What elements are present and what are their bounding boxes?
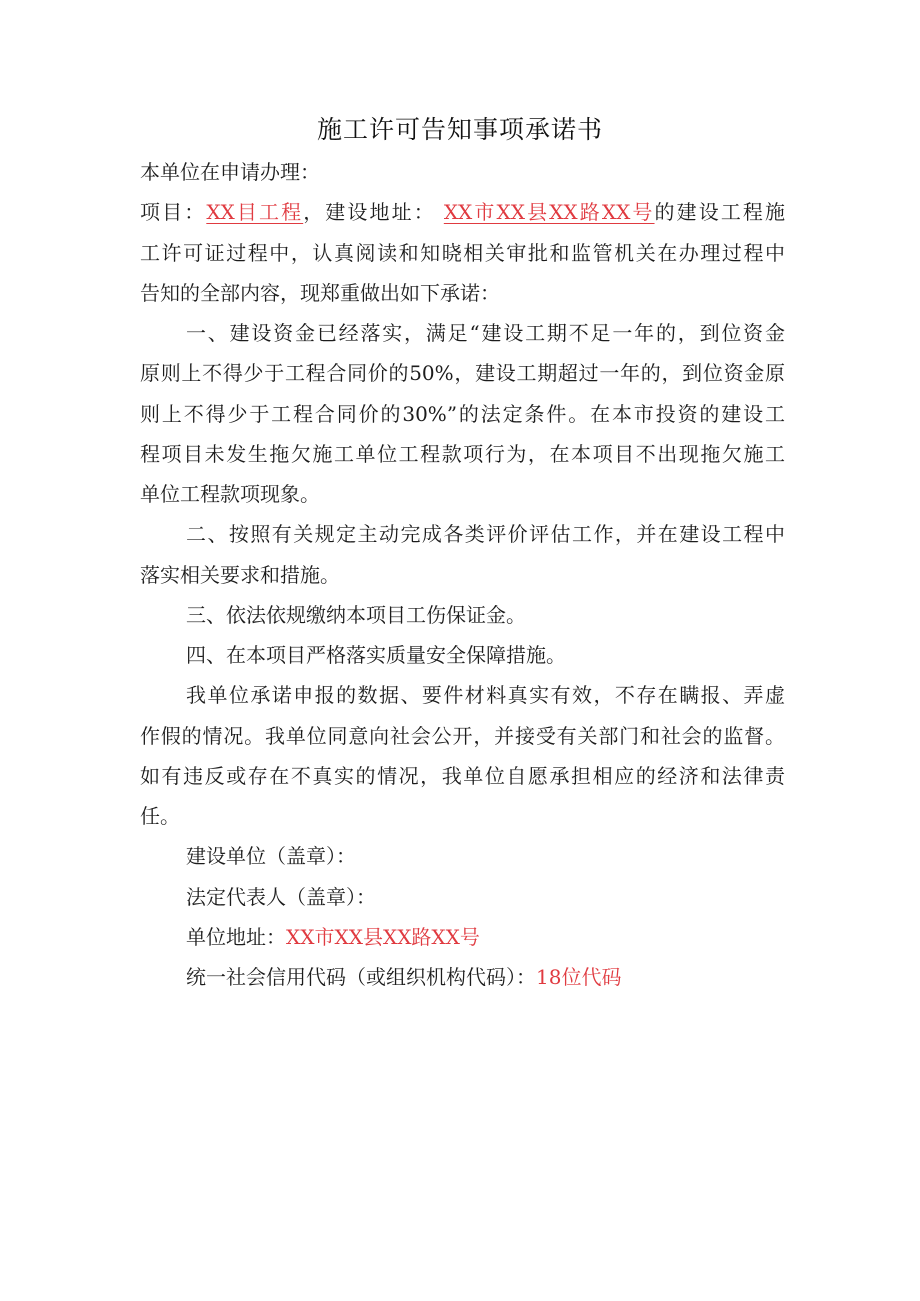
signature-label: 法定代表人（盖章）： [186, 884, 376, 909]
address-placeholder: XX市XX县XX路XX号 [443, 200, 655, 225]
address-label: ，建设地址： [303, 200, 436, 225]
commitment-1-line: 一、建设资金已经落实，满足“建设工期不足一年的，到位资金 [186, 321, 785, 345]
project-label: 项目： [140, 200, 207, 225]
unit-address-placeholder: XX市XX县XX路XX号 [286, 924, 480, 949]
project-line-suffix: 的建设工程施 [654, 200, 785, 225]
commitment-2-line: 二、按照有关规定主动完成各类评价评估工作，并在建设工程中 [186, 522, 785, 547]
intro-text-line: 工许可证过程中，认真阅读和知晓相关审批和监管机关在办理过程中 [140, 240, 785, 265]
commitment-1-line: 则上不得少于工程合同价的30%”的法定条件。在本市投资的建设工 [140, 401, 785, 426]
commitment-1-line: 原则上不得少于工程合同价的50%，建设工期超过一年的，到位资金原 [140, 361, 785, 386]
project-name-placeholder: XX目工程 [206, 200, 304, 225]
commitment-1-line: 程项目未发生拖欠施工单位工程款项行为，在本项目不出现拖欠施工 [140, 441, 785, 466]
signature-construction-unit [140, 836, 785, 876]
project-line [140, 192, 785, 232]
signature-label: 统一社会信用代码（或组织机构代码）： [186, 965, 536, 989]
intro-line: 本单位在申请办理： [140, 160, 320, 184]
commitment-1-line: 单位工程款项现象。 [140, 482, 320, 506]
commitment-3-line: 三、依法依规缴纳本项目工伤保证金。 [186, 602, 526, 627]
signature-label: 建设单位（盖章）： [186, 844, 356, 869]
declaration-line: 任。 [140, 804, 180, 828]
declaration-line: 我单位承诺申报的数据、要件材料真实有效，不存在瞒报、弄虚 [186, 683, 785, 708]
declaration-line: 如有违反或存在不真实的情况，我单位自愿承担相应的经济和法律责 [140, 763, 785, 788]
intro-text-line: 告知的全部内容，现郑重做出如下承诺： [140, 280, 500, 305]
signature-legal-representative [140, 877, 785, 917]
commitment-4-line: 四、在本项目严格落实质量安全保障措施。 [186, 643, 566, 667]
signature-label: 单位地址： [186, 924, 286, 949]
signature-unit-address [140, 917, 785, 957]
credit-code-placeholder: 18位代码 [536, 965, 622, 989]
declaration-line: 作假的情况。我单位同意向社会公开，并接受有关部门和社会的监督。 [140, 723, 785, 748]
commitment-2-line: 落实相关要求和措施。 [140, 562, 340, 587]
document-body [140, 152, 785, 997]
document-title: 施工许可告知事项承诺书 [316, 115, 603, 144]
signature-credit-code [140, 957, 785, 997]
